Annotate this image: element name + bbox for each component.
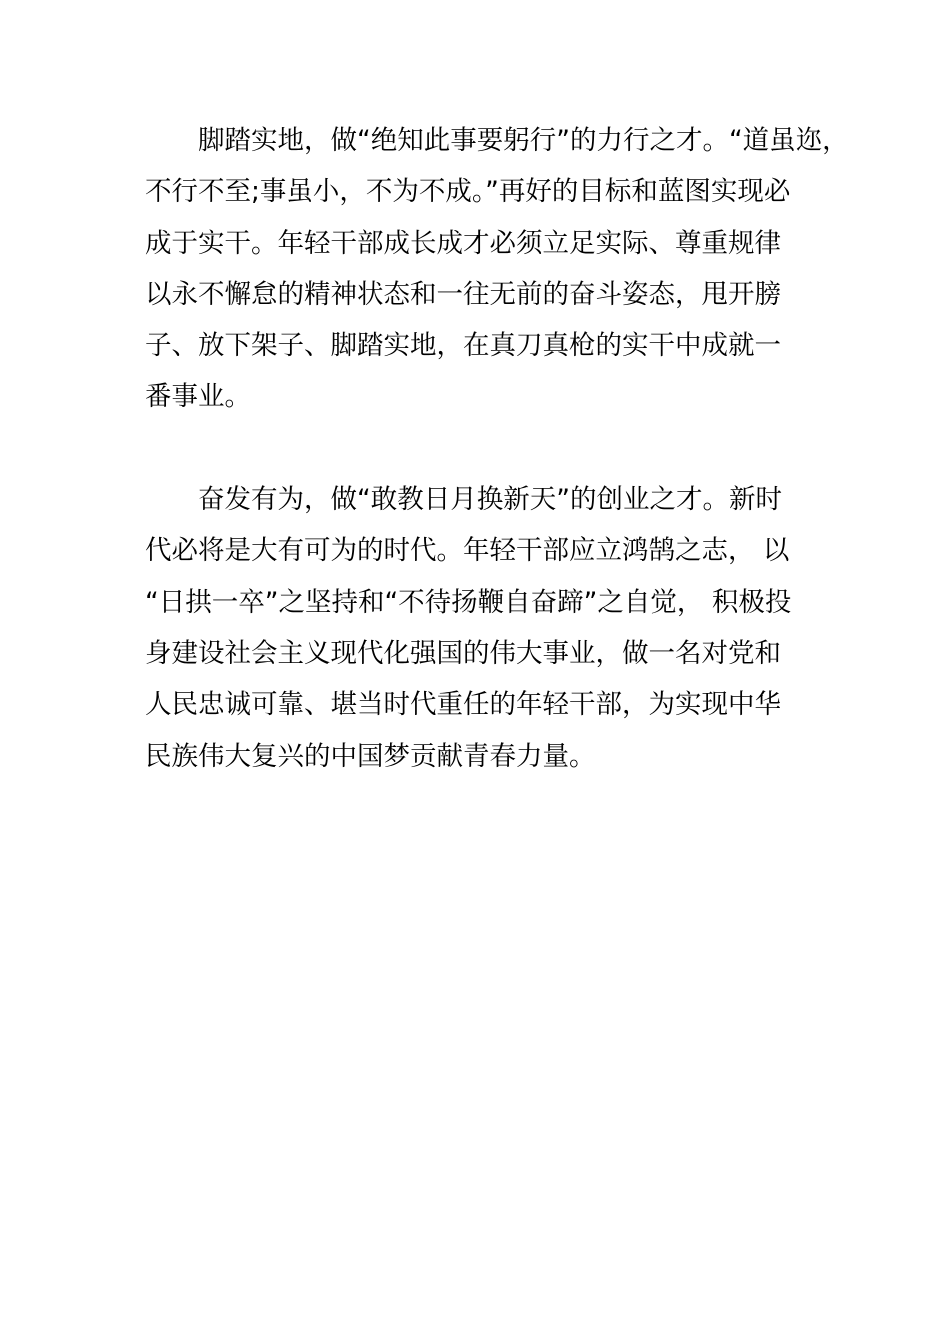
paragraph-line: 成于实干。年轻干部成长成才必须立足实际、尊重规律: [145, 227, 781, 259]
paragraph-line: 身建设社会主义现代化强国的伟大事业，做一名对党和: [145, 637, 781, 669]
paragraph-line: 代必将是大有可为的时代。年轻干部应立鸿鹄之志， 以: [145, 535, 790, 567]
paragraph-line: 番事业。: [145, 381, 251, 413]
paragraph-line: 民族伟大复兴的中国梦贡献青春力量。: [145, 740, 596, 772]
paragraph-line: 脚踏实地，做“绝知此事要躬行”的力行之才。“道虽迩，: [198, 125, 849, 156]
paragraph-line: 不行不至;事虽小，不为不成。”再好的目标和蓝图实现必: [145, 176, 791, 208]
paragraph-line: 人民忠诚可靠、堪当时代重任的年轻干部，为实现中华: [145, 689, 781, 721]
paragraph-line: 奋发有为，做“敢教日月换新天”的创业之才。新时: [198, 484, 782, 516]
paragraph-2: [145, 474, 829, 782]
document-body: [145, 115, 849, 782]
paragraph-line: 以永不懈怠的精神状态和一往无前的奋斗姿态，甩开膀: [145, 278, 781, 310]
paragraph-line: 子、放下架子、脚踏实地，在真刀真枪的实干中成就一: [145, 330, 781, 362]
paragraph-line: “日拱一卒”之坚持和“不待扬鞭自奋蹄”之自觉， 积极投: [145, 586, 792, 618]
paragraph-1: [145, 115, 849, 423]
